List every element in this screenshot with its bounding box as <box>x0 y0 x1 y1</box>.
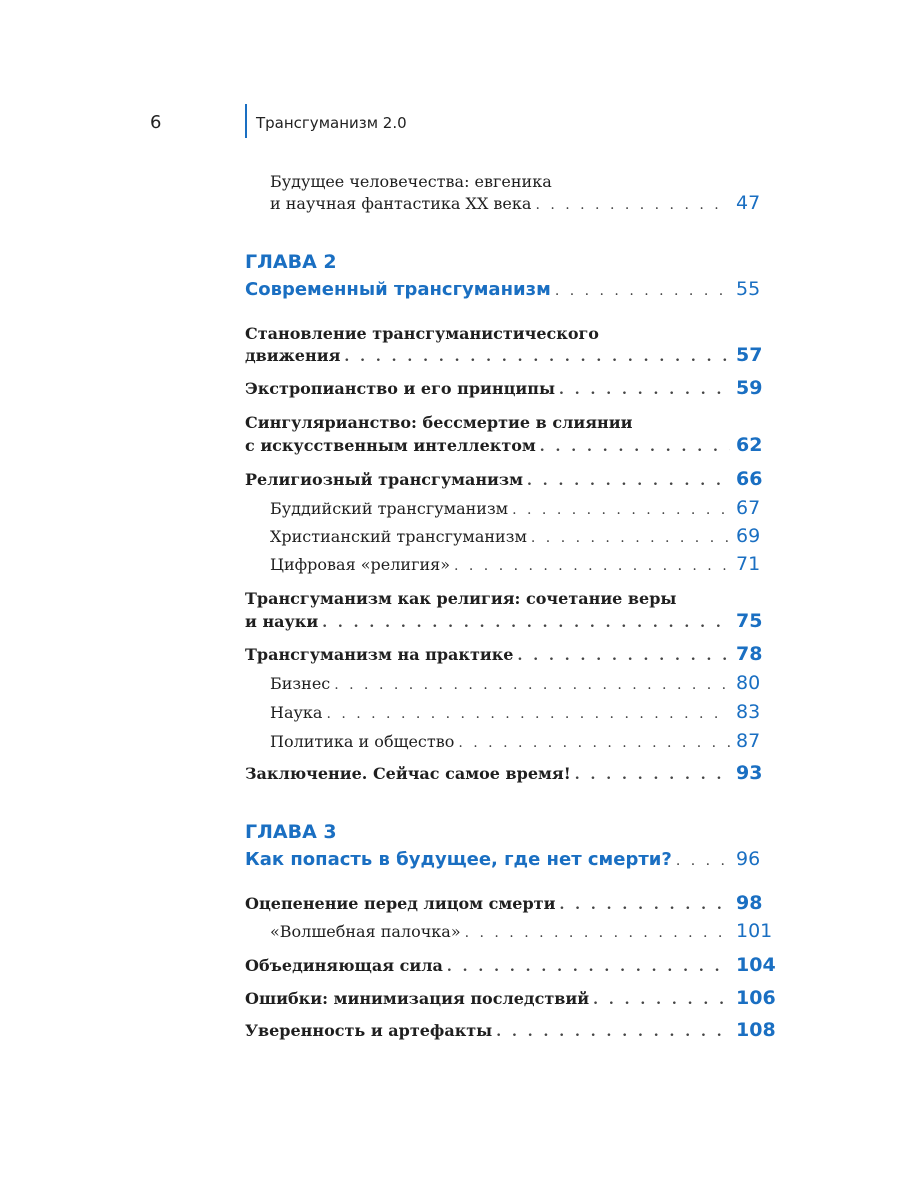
toc-page-number: 69 <box>736 525 761 547</box>
toc-page-number: 108 <box>736 1019 776 1041</box>
dot-leader <box>535 195 730 215</box>
toc-entry-line <box>245 643 763 666</box>
toc-entry-title: Религиозный трансгуманизм <box>245 470 524 489</box>
toc-entry-title: Уверенность и артефакты <box>245 1021 493 1040</box>
dot-leader <box>512 500 730 520</box>
toc-entry-title: Наука <box>270 703 323 722</box>
toc-page-number: 93 <box>736 762 763 784</box>
toc-page-number: 106 <box>736 987 776 1009</box>
toc-entry-title-line1: Будущее человечества: евгеника <box>270 172 552 191</box>
toc-entry-line <box>270 498 760 520</box>
toc-entry-title: Оцепенение перед лицом смерти <box>245 894 556 913</box>
dot-leader <box>575 765 730 785</box>
toc-page-number: 66 <box>736 468 763 490</box>
dot-leader <box>344 347 730 367</box>
toc-entry-line <box>245 987 776 1010</box>
dot-leader <box>322 613 730 633</box>
dot-leader <box>458 733 730 753</box>
toc-entry-title: «Волшебная палочка» <box>270 922 461 941</box>
toc-entry-title: Христианский трансгуманизм <box>270 527 527 546</box>
toc-entry-title-line1: Становление трансгуманистического <box>245 324 599 343</box>
toc-entry-title: Заключение. Сейчас самое время! <box>245 764 571 783</box>
dot-leader <box>527 471 730 491</box>
toc-page-number: 57 <box>736 344 763 366</box>
toc-entry-line <box>245 610 763 633</box>
chapter-title: Современный трансгуманизм <box>245 279 551 300</box>
toc-entry-title: Цифровая «религия» <box>270 555 450 574</box>
dot-leader <box>334 675 730 695</box>
toc-entry-title-line2: с искусственным интеллектом <box>245 436 536 455</box>
header-divider <box>245 104 247 138</box>
toc-entry-line <box>245 434 763 457</box>
toc-page-number: 59 <box>736 377 763 399</box>
toc-page-number: 67 <box>736 497 761 519</box>
toc-page-number: 62 <box>736 434 763 456</box>
toc-entry-line <box>270 554 760 576</box>
toc-page-number: 98 <box>736 892 763 914</box>
toc-page-number: 101 <box>736 920 773 942</box>
toc-page-number: 78 <box>736 643 763 665</box>
toc-entry-line <box>270 702 760 724</box>
toc-page-number: 83 <box>736 701 761 723</box>
chapter-title-line <box>245 849 760 871</box>
toc-entry-line <box>270 193 760 215</box>
chapter-title-line <box>245 279 760 301</box>
page-number: 6 <box>150 112 162 133</box>
chapter-label: ГЛАВА 2 <box>245 251 337 273</box>
toc-page-number: 47 <box>736 192 761 214</box>
running-header <box>0 104 900 144</box>
toc-entry-title-line2: и науки <box>245 612 319 631</box>
dot-leader <box>555 281 730 301</box>
toc-entry-line <box>245 344 763 367</box>
toc-entry-line <box>245 377 763 400</box>
toc-entry-title: Экстропианство и его принципы <box>245 379 556 398</box>
toc-entry-line <box>270 731 760 753</box>
toc-entry-line <box>270 920 773 943</box>
running-header-title: Трансгуманизм 2.0 <box>256 114 407 132</box>
dot-leader <box>593 990 730 1010</box>
toc-page-number: 75 <box>736 610 763 632</box>
dot-leader <box>517 646 730 666</box>
toc-page-number: 55 <box>736 278 761 300</box>
toc-entry-title: Политика и общество <box>270 732 455 751</box>
toc-entry-title: Ошибки: минимизация последствий <box>245 989 590 1008</box>
toc-entry-title: Объединяющая сила <box>245 956 443 975</box>
dot-leader <box>559 380 730 400</box>
toc-page-number: 96 <box>736 848 761 870</box>
toc-entry-line <box>245 762 763 785</box>
toc-page-number: 104 <box>736 954 776 976</box>
dot-leader <box>676 851 730 871</box>
toc-entry-title: Буддийский трансгуманизм <box>270 499 509 518</box>
toc-entry-title-line2: движения <box>245 346 341 365</box>
toc-entry-title-line1: Трансгуманизм как религия: сочетание веры <box>245 589 677 608</box>
toc-entry-line <box>270 526 760 548</box>
toc-entry-title: Бизнес <box>270 674 331 693</box>
chapter-title: Как попасть в будущее, где нет смерти? <box>245 849 672 870</box>
dot-leader <box>326 704 730 724</box>
dot-leader <box>465 923 730 943</box>
dot-leader <box>540 437 730 457</box>
chapter-label: ГЛАВА 3 <box>245 821 337 843</box>
toc-entry-line <box>245 954 776 977</box>
dot-leader <box>559 895 730 915</box>
toc-entry-title-line1: Сингулярианство: бессмертие в слиянии <box>245 413 633 432</box>
dot-leader <box>496 1022 730 1042</box>
toc-page-number: 87 <box>736 730 761 752</box>
dot-leader <box>447 957 730 977</box>
dot-leader <box>531 528 730 548</box>
dot-leader <box>454 556 730 576</box>
toc-entry-title: Трансгуманизм на практике <box>245 645 514 664</box>
toc-entry-line <box>245 468 763 491</box>
toc-entry-line <box>245 1019 776 1042</box>
toc-page-number: 80 <box>736 672 761 694</box>
toc-entry-line <box>245 892 763 915</box>
toc-entry-title-line2: и научная фантастика XX века <box>270 194 532 213</box>
toc-page-number: 71 <box>736 553 761 575</box>
toc-entry-line <box>270 673 760 695</box>
